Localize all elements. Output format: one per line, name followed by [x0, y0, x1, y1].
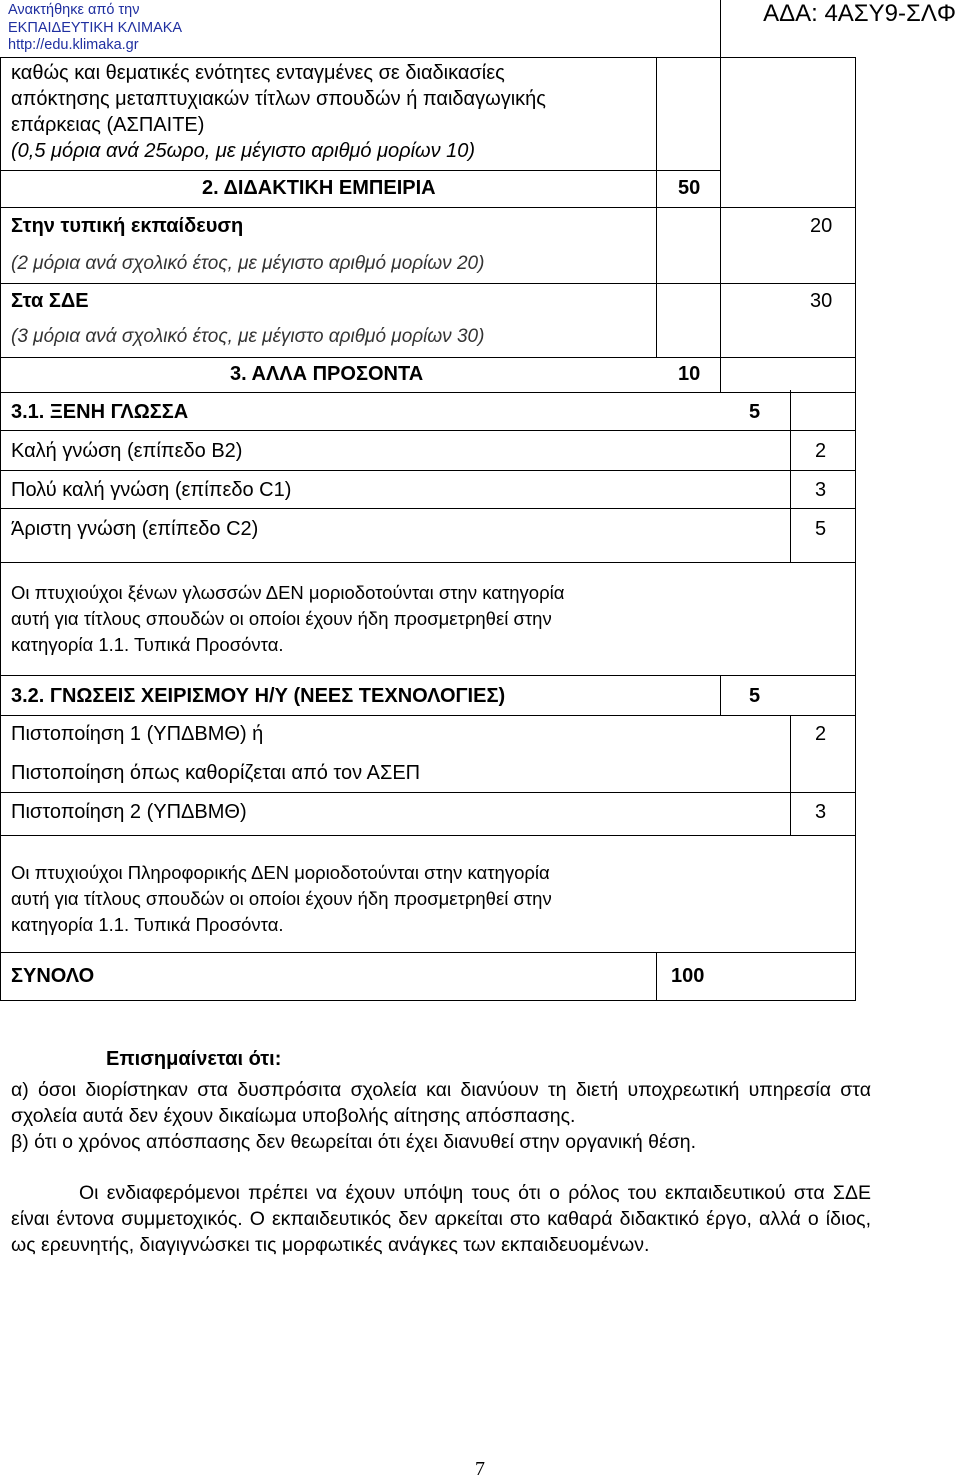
intro-line: επάρκειας (ΑΣΠΑΙΤΕ)	[11, 114, 205, 136]
sde-note: (3 μόρια ανά σχολικό έτος, με μέγιστο αριθμό μορίων 30)	[11, 326, 485, 347]
sde-label: Στα ΣΔΕ	[11, 290, 89, 312]
notice-item-b: β) ότι ο χρόνος απόσπασης δεν θεωρείται ότι έχει διανυθεί στην οργανική θέση.	[11, 1131, 696, 1153]
typical-education-points: 20	[810, 215, 833, 237]
it-note	[11, 860, 552, 938]
source-line: ΕΚΠΑΙΔΕΥΤΙΚΗ ΚΛΙΜΑΚΑ	[8, 19, 183, 36]
notice-item-a: α) όσοι διορίστηκαν στα δυσπρόσιτα σχολεία και διανύουν τη διετή υποχρεωτική υπηρεσία στα σχολεία αυτά δεν έχουν δικαίωμα υποβολής αίτησης απόσπασης.	[11, 1079, 871, 1127]
total-label: ΣΥΝΟΛΟ	[11, 965, 95, 987]
language-c1-label: Πολύ καλή γνώση (επίπεδο C1)	[11, 479, 292, 501]
certification-2-label: Πιστοποίηση 2 (ΥΠΔΒΜΘ)	[11, 801, 247, 823]
certification-2-points: 3	[815, 801, 827, 823]
sde-points: 30	[810, 290, 833, 312]
language-note	[11, 580, 564, 658]
section-3-2-title: 3.2. ΓΝΩΣΕΙΣ ΧΕΙΡΙΣΜΟΥ Η/Υ (ΝΕΕΣ ΤΕΧΝΟΛΟΓΙΕΣ)	[11, 685, 506, 707]
ada-code: ΑΔΑ: 4ΑΣΥ9-ΣΛΦ	[763, 0, 956, 27]
section-2-points: 50	[678, 177, 701, 199]
section-3-1-title: 3.1. ΞΕΝΗ ΓΛΩΣΣΑ	[11, 401, 189, 423]
section-3-title: 3. ΑΛΛΑ ΠΡΟΣΟΝΤΑ	[230, 363, 424, 385]
source-line: Ανακτήθηκε από την	[8, 2, 140, 18]
note-line: αυτή για τίτλους σπουδών οι οποίοι έχουν ήδη προσμετρηθεί στην	[11, 888, 552, 909]
source-link[interactable]: http://edu.klimaka.gr	[8, 37, 139, 53]
notice-heading: Επισημαίνεται ότι:	[106, 1048, 282, 1070]
note-line: κατηγορία 1.1. Τυπικά Προσόντα.	[11, 634, 284, 655]
notice-paragraph: Οι ενδιαφερόμενοι πρέπει να έχουν υπόψη τους ότι ο ρόλος του εκπαιδευτικού στα ΣΔΕ είναι έντονα συμμετοχικός. Ο εκπαιδευτικός δεν αρκείται στο καθαρά διδακτικό έργο, αλλά ο ίδιος, ως ερευνητής, διαγιγνώσκει τις μορφωτικές ανάγκες των εκπαιδευομένων.	[11, 1182, 871, 1256]
certification-1-points: 2	[815, 723, 827, 745]
note-line: αυτή για τίτλους σπουδών οι οποίοι έχουν ήδη προσμετρηθεί στην	[11, 608, 552, 629]
language-b2-label: Καλή γνώση (επίπεδο Β2)	[11, 440, 243, 462]
section-3-2-points: 5	[749, 685, 761, 707]
intro-note: (0,5 μόρια ανά 25ωρο, με μέγιστο αριθμό μορίων 10)	[11, 140, 476, 162]
note-line: κατηγορία 1.1. Τυπικά Προσόντα.	[11, 914, 284, 935]
typical-education-label: Στην τυπική εκπαίδευση	[11, 215, 244, 237]
page-number: 7	[475, 1458, 485, 1480]
source-credit	[8, 2, 182, 55]
section-2-title: 2. ΔΙΔΑΚΤΙΚΗ ΕΜΠΕΙΡΙΑ	[202, 177, 436, 199]
certification-1-line2: Πιστοποίηση όπως καθορίζεται από τον ΑΣΕΠ	[11, 762, 421, 784]
certification-1-line1: Πιστοποίηση 1 (ΥΠΔΒΜΘ) ή	[11, 723, 264, 745]
language-b2-points: 2	[815, 440, 827, 462]
note-line: Οι πτυχιούχοι Πληροφορικής ΔΕΝ μοριοδοτούνται στην κατηγορία	[11, 862, 550, 883]
language-c2-label: Άριστη γνώση (επίπεδο C2)	[11, 518, 259, 540]
typical-education-note: (2 μόρια ανά σχολικό έτος, με μέγιστο αριθμό μορίων 20)	[11, 253, 485, 274]
section-3-1-points: 5	[749, 401, 761, 423]
language-c1-points: 3	[815, 479, 827, 501]
total-points: 100	[671, 965, 705, 987]
language-c2-points: 5	[815, 518, 827, 540]
note-line: Οι πτυχιούχοι ξένων γλωσσών ΔΕΝ μοριοδοτούνται στην κατηγορία	[11, 582, 565, 603]
intro-text	[11, 60, 647, 164]
section-3-points: 10	[678, 363, 701, 385]
intro-line: καθώς και θεματικές ενότητες ενταγμένες σε διαδικασίες	[11, 62, 505, 84]
intro-line: απόκτησης μεταπτυχιακών τίτλων σπουδών ή παιδαγωγικής	[11, 88, 546, 110]
